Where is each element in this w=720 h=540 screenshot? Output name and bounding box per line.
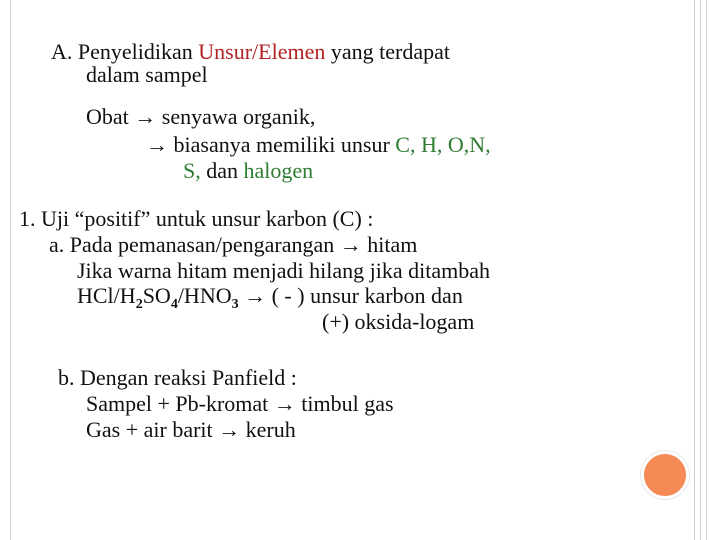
formula-sub-3: 3 — [231, 297, 239, 312]
item-1-a-line-4: (+) oksida-logam — [322, 309, 475, 334]
item-1-heading: 1. Uji “positif” untuk unsur karbon (C) : — [19, 206, 374, 231]
formula-part-4: → ( - ) unsur karbon dan — [238, 283, 463, 308]
item-1-b-line-3: Gas + air barit → keruh — [86, 417, 296, 442]
item-1-a-line-2: Jika warna hitam menjadi hilang jika ditambah — [77, 258, 490, 283]
section-a-prefix: A. Penyelidikan — [51, 39, 199, 64]
item-1-b-line-2: Sampel + Pb-kromat → timbul gas — [86, 391, 394, 416]
element-s-highlight: S, — [183, 158, 201, 183]
section-a-highlight: Unsur/Elemen — [198, 39, 326, 64]
formula-sub-2: 4 — [170, 297, 178, 312]
item-1-b-line-1: b. Dengan reaksi Panfield : — [58, 365, 297, 390]
section-a-suffix: yang terdapat — [325, 39, 450, 64]
item-1-a-line-1: a. Pada pemanasan/pengarangan → hitam — [49, 232, 418, 257]
formula-part-1: HCl/H — [77, 283, 136, 308]
section-a-line-2: dalam sampel — [86, 62, 208, 87]
formula-part-3: /HNO — [177, 283, 232, 308]
section-a-line-1 — [51, 40, 450, 64]
formula-part-2: SO — [142, 283, 171, 308]
section-a-line-3: Obat → senyawa organik, — [86, 104, 316, 129]
section-a-line-4 — [146, 133, 491, 157]
halogen-highlight: halogen — [243, 158, 314, 183]
element-list-highlight: C, H, O,N, — [395, 132, 491, 157]
formula-sub-1: 2 — [135, 297, 143, 312]
section-a-line-5 — [183, 159, 313, 183]
section-a-line-5-middle: dan — [200, 158, 244, 183]
section-a-line-4-text: → biasanya memiliki unsur — [146, 132, 396, 157]
